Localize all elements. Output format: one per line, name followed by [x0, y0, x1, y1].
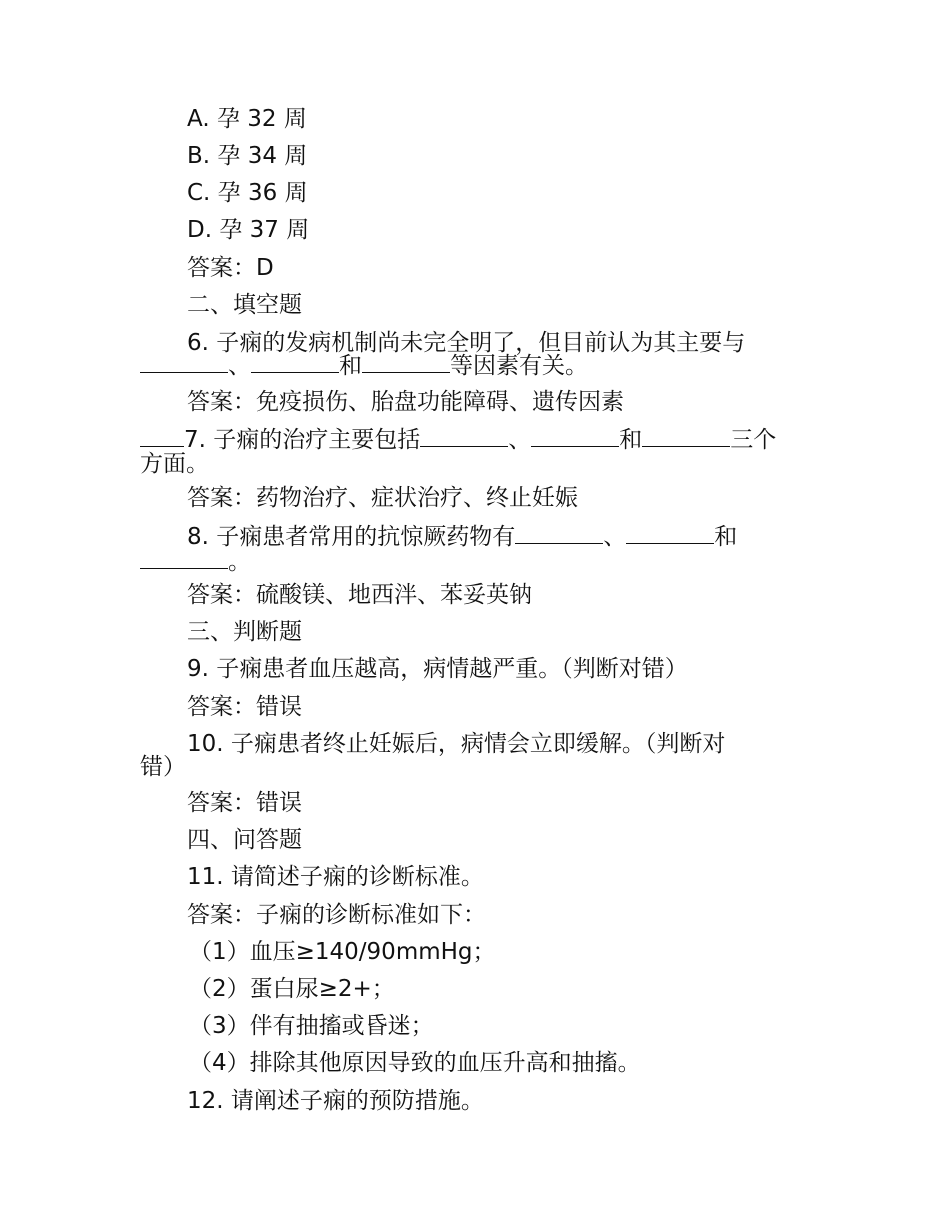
answer-blank [140, 546, 228, 569]
question-10-line-2: 错） [140, 754, 186, 780]
answer-10: 答案：错误 [187, 790, 302, 816]
answer-blank [251, 350, 339, 373]
question-7-head: 7. 子痫的治疗主要包括 [184, 427, 421, 453]
separator: 、 [228, 353, 251, 379]
answer-blank [531, 424, 619, 447]
answer-11: 答案：子痫的诊断标准如下： [187, 902, 486, 928]
question-7-tail: 三个 [730, 427, 777, 453]
answer-9: 答案：错误 [187, 694, 302, 720]
answer-6: 答案：免疫损伤、胎盘功能障碍、遗传因素 [187, 389, 624, 415]
question-6-line-1: 6. 子痫的发病机制尚未完全明了，但目前认为其主要与 [187, 330, 746, 356]
answer-8: 答案：硫酸镁、地西泮、苯妥英钠 [187, 582, 532, 608]
separator: 、 [603, 524, 627, 550]
criterion-4: （4）排除其他原因导致的血压升高和抽搐。 [189, 1050, 641, 1076]
section-heading-short-answer: 四、问答题 [187, 827, 302, 853]
section-heading-fill-in: 二、填空题 [187, 292, 302, 318]
conjunction: 和 [619, 427, 643, 453]
question-8-line-1 [187, 521, 737, 552]
criterion-3: （3）伴有抽搐或昏迷； [189, 1013, 434, 1039]
question-8-head: 8. 子痫患者常用的抗惊厥药物有 [187, 524, 516, 550]
question-9: 9. 子痫患者血压越高，病情越严重。（判断对错） [187, 656, 688, 682]
question-10-line-1: 10. 子痫患者终止妊娠后，病情会立即缓解。（判断对 [187, 731, 726, 757]
criterion-1: （1）血压≥140/90mmHg； [189, 939, 496, 965]
section-heading-true-false: 三、判断题 [187, 619, 302, 645]
question-7-line-2: 方面。 [140, 451, 209, 477]
answer-blank [362, 350, 450, 373]
answer-blank [626, 521, 714, 544]
answer-blank [515, 521, 603, 544]
option-a: A. 孕 32 周 [187, 106, 307, 132]
separator: 、 [508, 427, 532, 453]
option-b: B. 孕 34 周 [187, 143, 308, 169]
question-8-line-2 [140, 546, 251, 577]
option-c: C. 孕 36 周 [187, 180, 308, 206]
question-6-tail: 等因素有关。 [450, 353, 588, 379]
conjunction: 和 [339, 353, 362, 379]
question-6-line-2 [140, 350, 588, 381]
answer-blank [642, 424, 730, 447]
answer-5: 答案：D [187, 255, 274, 281]
indent-underline [140, 424, 184, 447]
question-8-end: 。 [228, 549, 251, 575]
answer-7: 答案：药物治疗、症状治疗、终止妊娠 [187, 485, 578, 511]
criterion-2: （2）蛋白尿≥2+； [189, 976, 395, 1002]
question-12: 12. 请阐述子痫的预防措施。 [187, 1088, 484, 1114]
question-7-line-1 [140, 424, 776, 455]
answer-blank [420, 424, 508, 447]
option-d: D. 孕 37 周 [187, 217, 310, 243]
conjunction: 和 [714, 524, 738, 550]
answer-blank [140, 350, 228, 373]
question-11: 11. 请简述子痫的诊断标准。 [187, 864, 484, 890]
